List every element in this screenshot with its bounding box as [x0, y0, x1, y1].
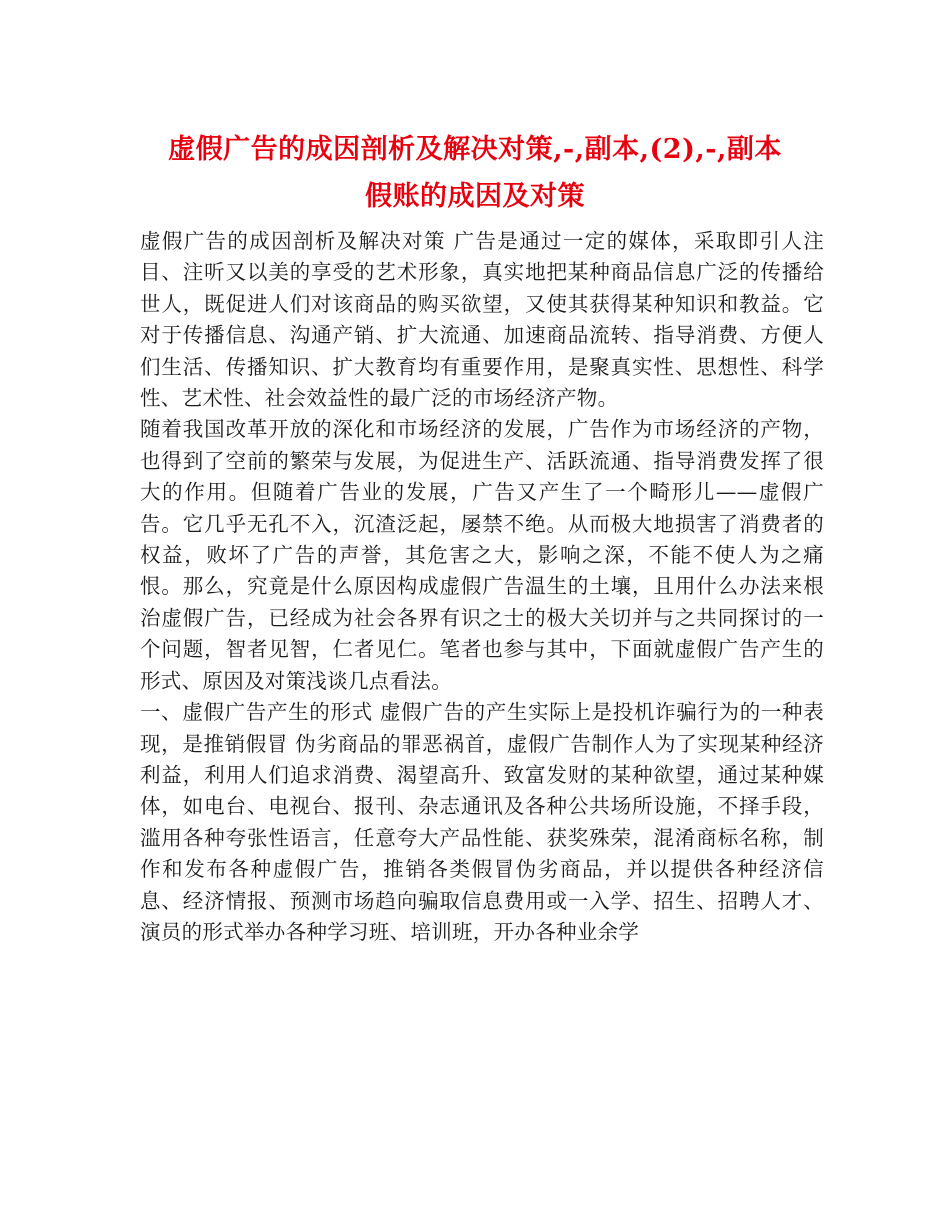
- paragraph-background: 随着我国改革开放的深化和市场经济的发展，广告作为市场经济的产物，也得到了空前的繁荣与发展，为促进生产、活跃流通、指导消费发挥了很大的作用。但随着广告业的发展，广告又产生了一个畸形儿——虚假广告。它几乎无孔不入，沉渣泛起，屡禁不绝。从而极大地损害了消费者的权益，败坏了广告的声誉，其危害之大，影响之深，不能不使人为之痛恨。那么，究竟是什么原因构成虚假广告温生的土壤，且用什么办法来根治虚假广告，已经成为社会各界有识之士的极大关切并与之共同探讨的一个问题，智者见智，仁者见仁。笔者也参与其中，下面就虚假广告产生的形式、原因及对策浅谈几点看法。: [140, 417, 824, 693]
- paragraph-intro: 虚假广告的成因剖析及解决对策 广告是通过一定的媒体，采取即引人注目、注听又以美的享受的艺术形象，真实地把某种商品信息广泛的传播给世人，既促进人们对该商品的购买欲望，又使其获得某种知识和教益。它对于传播信息、沟通产销、扩大流通、加速商品流转、指导消费、方便人们生活、传播知识、扩大教育均有重要作用，是聚真实性、思想性、科学性、艺术性、社会效益性的最广泛的市场经济产物。: [140, 229, 824, 411]
- document-body: [140, 226, 824, 948]
- paragraph-section-one: 一、虚假广告产生的形式 虚假广告的产生实际上是投机诈骗行为的一种表现，是推销假冒 伪劣商品的罪恶祸首，虚假广告制作人为了实现某种经济利益，利用人们追求消费、渴望高升、致富发财的某种欲望，通过某种媒体，如电台、电视台、报刊、杂志通讯及各种公共场所设施，不择手段，滥用各种夸张性语言，任意夸大产品性能、获奖殊荣，混淆商标名称，制作和发布各种虚假广告，推销各类假冒伪劣商品，并以提供各种经济信息、经济情报、预测市场趋向骗取信息费用或一入学、招生、招聘人才、演员的形式举办各种学习班、培训班，开办各种业余学: [140, 700, 824, 944]
- document-title-line-1: 虚假广告的成因剖析及解决对策,-,副本,(2),-,副本: [168, 134, 782, 165]
- document-title-line-2: 假账的成因及对策: [365, 181, 585, 212]
